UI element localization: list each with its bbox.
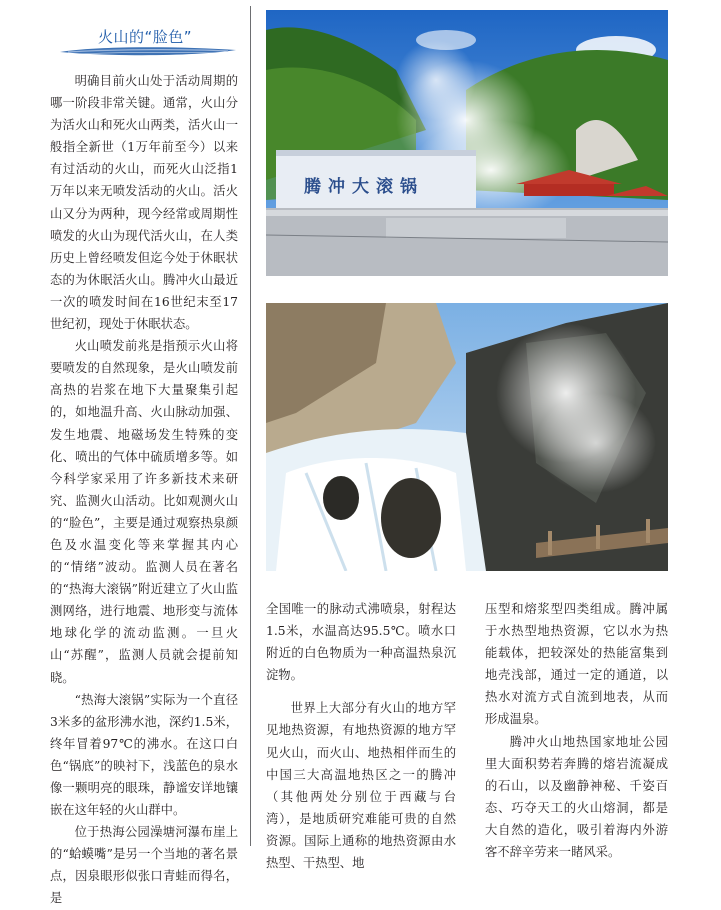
paragraph: 明确目前火山处于活动周期的哪一阶段非常关键。通常，火山分为活火山和死火山两类，活火山一般指全新世（1万年前至今）以来有过活动的火山，而死火山泛指1万年以来无喷发活动的火山。活火山又分为两种，现今经常或周期性喷发的火山为现代活火山，在人类历史上曾经喷发但迄今处于休眠状态的为休眠活火山。腾冲火山最近一次的喷发时间在16世纪末至17世纪初，现处于休眠状态。 [50, 74, 238, 332]
paragraph: 位于热海公园澡塘河瀑布崖上的“蛤蟆嘴”是另一个当地的著名景点，因泉眼形似张口青蛙而得名，是 [50, 825, 238, 906]
paragraph: 全国唯一的脉动式沸喷泉，射程达1.5米，水温高达95.5℃。喷水口附近的白色物质为一种高温热泉沉淀物。 [266, 602, 456, 683]
paragraph: 世界上大部分有火山的地方罕见地热资源，有地热资源的地方罕见火山，而火山、地热相伴而生的中国三大高温地热区之一的腾冲（其他两处分别位于西藏与台湾），是地质研究难能可贵的自然资源。国际上通称的地热资源由水热型、干热型、地 [266, 701, 456, 871]
spring-sign-text: 腾冲大滚锅 [304, 177, 424, 197]
paragraph: “热海大滚锅”实际为一个直径3米多的盆形沸水池，深约1.5米，终年冒着97℃的沸水。在这口白色“锅底”的映衬下，浅蓝色的泉水像一颗明亮的眼珠，静谧安详地镶嵌在这年轻的火山群中。 [50, 692, 238, 818]
hot-spring-scene-illustration [266, 10, 668, 276]
paragraph: 火山喷发前兆是指预示火山将要喷发的自然现象，是火山喷发前高热的岩浆在地下大量聚集引起的，如地温升高、火山脉动加强、发生地震、地磁场发生特殊的变化、喷出的气体中硫质增多等。如今科学家采用了许多新技术来研究、监测火山活动。比如观测火山的“脸色”，主要是通过观察热泉颜色及水温变化等来掌握其内心的“情绪”波动。监测人员在著名的“热海大滚锅”附近建立了火山监测网络，进行地震、地形变与流体地球化学的流动监测。一旦火山“苏醒”，监测人员就会提前知晓。 [50, 339, 238, 685]
section-title: 火山的“脸色” [98, 28, 193, 46]
photo-waterfall-vent [266, 303, 668, 571]
waterfall-scene-illustration [266, 303, 668, 571]
paragraph: 腾冲火山地热国家地址公园里大面积势若奔腾的熔岩流凝成的石山，以及幽静神秘、千姿百态、巧夺天工的火山熔洞，都是大自然的造化，吸引着海内外游客不辞辛劳来一睹风采。 [485, 734, 668, 860]
left-text-column [50, 70, 238, 910]
photo-hot-spring-pool [266, 10, 668, 276]
middle-text-column [266, 598, 456, 874]
section-heading [58, 20, 238, 60]
paragraph: 压型和熔浆型四类组成。腾冲属于水热型地热资源，它以水为热能载体，把较深处的热能富集到地壳浅部，通过一定的通道，以热水对流方式自流到地表，从而形成温泉。 [485, 602, 668, 727]
column-divider [250, 6, 251, 846]
brush-stroke-ornament [58, 44, 238, 58]
right-text-column [485, 598, 668, 863]
